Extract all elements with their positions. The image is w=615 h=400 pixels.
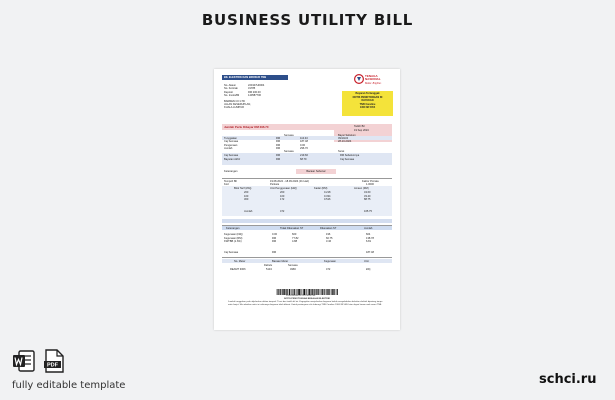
barcode-bar xyxy=(337,289,338,295)
brand-line-1: TENAGA xyxy=(365,74,378,78)
tax-cell: 4.88 xyxy=(292,240,298,244)
tax-total-currency: RM xyxy=(272,251,277,254)
barcode-bar xyxy=(324,289,325,295)
spacer-band xyxy=(222,219,392,223)
tariff-total-label: Jumlah xyxy=(244,210,253,213)
barcode-bar xyxy=(332,289,333,295)
account-field-label: No. Invois/Bil xyxy=(224,94,240,98)
page-title: BUSINESS UTILITY BILL xyxy=(201,11,414,29)
meter-info-sub: Semasa xyxy=(288,264,298,267)
tariff-cell: 0.334 xyxy=(324,194,331,198)
period-value: 19.08.2024 - 18.09.2024 (31 Hari) xyxy=(270,180,310,183)
tax-col-header: Dikenakan ST xyxy=(320,227,337,230)
due-date-1: 09/10/24 xyxy=(338,136,349,140)
tariff-cell: 33.40 xyxy=(364,194,371,198)
meter-info-header: Kegunaan xyxy=(324,259,336,263)
summary-col-current: Semasa xyxy=(284,133,294,137)
second-row-currency: RM xyxy=(276,154,281,157)
meter-info-cell: REAMT 3006 xyxy=(230,268,246,271)
second-row-currency: RM xyxy=(276,157,281,161)
tax-cell: 60.75 xyxy=(326,236,333,240)
bill-date-label: Tarikh Bil xyxy=(354,125,365,128)
meter-info-header: No. Meter xyxy=(234,259,246,263)
meter-info-cell: kWj xyxy=(366,268,371,271)
overdue-notice-box xyxy=(342,91,393,116)
barcode-bar xyxy=(327,289,328,295)
period-label: Tempoh Bil xyxy=(224,180,237,183)
tax-total-label: Caj Semasa xyxy=(224,251,239,254)
summary-row-currency: RM xyxy=(276,140,281,144)
tax-cell: 0.00 xyxy=(272,233,278,236)
utility-bill-document xyxy=(214,69,400,330)
notice-line: TNB Careline xyxy=(359,102,376,106)
due-label: Bayar Sebelum xyxy=(338,133,356,137)
second-col-current: Semasa xyxy=(284,150,294,153)
tnb-logo xyxy=(354,74,394,88)
tax-total-amount: 187.48 xyxy=(366,251,374,254)
summary-row-currency: RM xyxy=(276,146,281,150)
divider xyxy=(222,257,392,258)
second-row-note: RM Sebelumnya xyxy=(340,154,360,157)
notice-line: Bayaran Tertunggak xyxy=(355,92,380,95)
tax-cell: Kegunaan (kWj) xyxy=(224,233,243,236)
tariff-cell: 172 xyxy=(280,198,285,202)
tax-cell: 6.81 xyxy=(366,240,372,244)
tariff-cell: 100 xyxy=(280,194,285,198)
summary-row-value: 187.48 xyxy=(300,140,308,144)
footer-title: NOTIS PEMOTONGAN BEKALAN ELEKTRIK xyxy=(283,298,331,300)
bill-header-bar: BIL ELEKTRIK DAN BROSUR TNB xyxy=(222,75,288,80)
meter-info-cell: 5134 xyxy=(266,268,272,271)
due-date-2: 28-10-2024 xyxy=(338,140,352,143)
tariff-cell: 0.516 xyxy=(324,198,331,202)
second-col-letter: Surat xyxy=(338,150,345,153)
account-field-value: 31785 xyxy=(248,87,256,91)
summary-row-currency: RM xyxy=(276,143,281,147)
address-line: BARREN CO LTD xyxy=(224,100,245,103)
summary-row-label: Tunggakan xyxy=(224,137,237,140)
item-label: Perkara xyxy=(270,183,280,186)
tax-cell: RM xyxy=(272,236,277,240)
status-label: Keterangan xyxy=(224,170,238,173)
barcode-bar xyxy=(331,289,332,295)
bill-date-value: 19 Sep 2024 xyxy=(354,128,369,132)
second-row-value: 219.66 xyxy=(300,154,308,157)
barcode-number: 220107H0004 31785 140587706 xyxy=(286,295,316,297)
barcode-bar xyxy=(280,289,281,295)
tax-cell: Kegunaan (RM) xyxy=(224,236,243,240)
footer-notice xyxy=(228,298,386,307)
address-line: JALAN KESEDUPLAN, xyxy=(224,103,251,107)
tax-col-header: Jumlah xyxy=(364,227,373,230)
reading-status-badge: Bacaan Sebenar xyxy=(296,169,336,174)
account-field-value: 140587706 xyxy=(248,94,261,98)
tariff-col-header: Blok Tarif (kWj) xyxy=(234,187,252,190)
account-field-label: No. Akaun xyxy=(224,84,236,87)
barcode-bar xyxy=(329,289,330,295)
account-field-value: RM 200.00 xyxy=(248,90,261,94)
meter-info-cell: 4966 xyxy=(290,268,296,271)
barcode-bar xyxy=(282,289,283,295)
barcode-bar xyxy=(277,289,278,295)
notice-line: NOTIS PEMOTONGAN DI xyxy=(352,95,383,99)
pdf-icon xyxy=(43,349,65,373)
account-field-value: 220107H0004 xyxy=(248,84,265,87)
summary-row-value: 110.43 xyxy=(300,137,308,140)
site-watermark: schci.ru xyxy=(539,372,597,387)
tariff-cell: 43.60 xyxy=(364,191,371,194)
tax-cell: 77.82 xyxy=(292,236,299,240)
barcode-bar xyxy=(333,289,334,295)
meter-info-header: Unit xyxy=(364,259,369,263)
meter-info-header: Bacaan Meter xyxy=(272,259,289,263)
barcode-bar xyxy=(317,289,318,295)
tnb-logo-icon xyxy=(354,74,364,84)
barcode-bar xyxy=(316,289,317,295)
tariff-cell: 300 xyxy=(244,198,249,202)
tariff-cell: 100 xyxy=(244,194,249,198)
second-row-value: 68.79 xyxy=(300,157,307,161)
tax-col-header: Tidak Dikenakan ST xyxy=(280,227,304,230)
tax-cell: 600 xyxy=(292,233,297,236)
prorate-label: Faktor Prorata xyxy=(362,180,379,183)
tariff-col-header: Unit Penggunaan (kWj) xyxy=(270,187,297,190)
code-label: Kod xyxy=(224,183,229,186)
brand-tagline: Better. Brighter. xyxy=(365,82,382,85)
brand-name xyxy=(365,75,381,82)
address-line: KUALA LUMPUR xyxy=(224,106,245,110)
second-row-label: Caj Semasa xyxy=(224,154,239,157)
pdf-icon-label: PDF xyxy=(47,362,58,369)
tariff-cell: 88.75 xyxy=(364,198,371,202)
tax-col-header: Keterangan xyxy=(226,227,240,230)
barcode-bar xyxy=(283,289,284,295)
total-due-text: Jumlah Perlu Dibayar RM 296.70 xyxy=(224,124,269,129)
tariff-total-units: 472 xyxy=(280,210,285,213)
prorate-value: 1.0000 xyxy=(366,183,374,186)
brand-line-2: NASIONAL xyxy=(365,77,381,82)
meter-info-cell: 472 xyxy=(326,268,331,271)
tax-cell: RM xyxy=(272,240,277,244)
account-field-label: Deposit xyxy=(224,90,233,94)
barcode-bar xyxy=(322,289,323,295)
notice-line: DAYAKAN xyxy=(361,99,374,103)
footer-text: Jumlah tunggakan perlu dijelaskan dalam tempoh 7 hari dari tarikh bil ini. Kegagalan menjelaskan bayaran boleh menyebabkan bekalan elektrik dipotong tanpa notis lanjut. Sila abaikan notis ini sekiranya bayaran telah dibuat. Untuk pertanyaan sila hubungi TNB Careline 1300 88 5454 atau layari laman web rasmi TNB. xyxy=(228,300,383,306)
summary-row-label: Pengenaan xyxy=(224,143,238,147)
second-row-label: Bayaran Akhir xyxy=(224,157,241,161)
tax-cell: KWTBB (1.6%) xyxy=(224,240,242,244)
meter-info-sub: Dahulu xyxy=(264,264,273,267)
divider xyxy=(222,178,392,179)
barcode-bar xyxy=(336,289,337,295)
template-caption: fully editable template xyxy=(12,380,126,391)
summary-row-label: Caj Semasa xyxy=(224,140,239,144)
tax-cell: 138.78 xyxy=(366,236,374,240)
tax-cell: 3.46 xyxy=(326,240,332,244)
barcode-bar xyxy=(321,289,322,295)
second-row-note: Caj Semasa xyxy=(340,157,355,161)
notice-line: 1300 88 5454 xyxy=(359,106,376,110)
tax-cell: 196 xyxy=(326,233,331,236)
tariff-total-amount: 165.75 xyxy=(364,210,372,213)
tariff-cell: 200 xyxy=(244,191,249,194)
barcode-bar xyxy=(326,289,327,295)
tariff-col-header: Amaun (RM) xyxy=(354,187,369,190)
summary-row-value: 0.00 xyxy=(300,143,306,147)
word-icon xyxy=(12,349,36,373)
tariff-cell: 0.218 xyxy=(324,191,331,194)
summary-row-value: 296.70 xyxy=(300,146,308,150)
account-field-label: No. Kontrak xyxy=(224,87,238,91)
summary-row-currency: RM xyxy=(276,137,281,140)
tax-cell: 604 xyxy=(366,233,371,236)
barcode-bar xyxy=(278,289,279,295)
summary-row-label: Jumlah xyxy=(224,146,233,150)
tariff-cell: 200 xyxy=(280,191,285,194)
tariff-col-header: Kadar (RM) xyxy=(314,187,328,190)
barcode-bar xyxy=(318,289,319,295)
